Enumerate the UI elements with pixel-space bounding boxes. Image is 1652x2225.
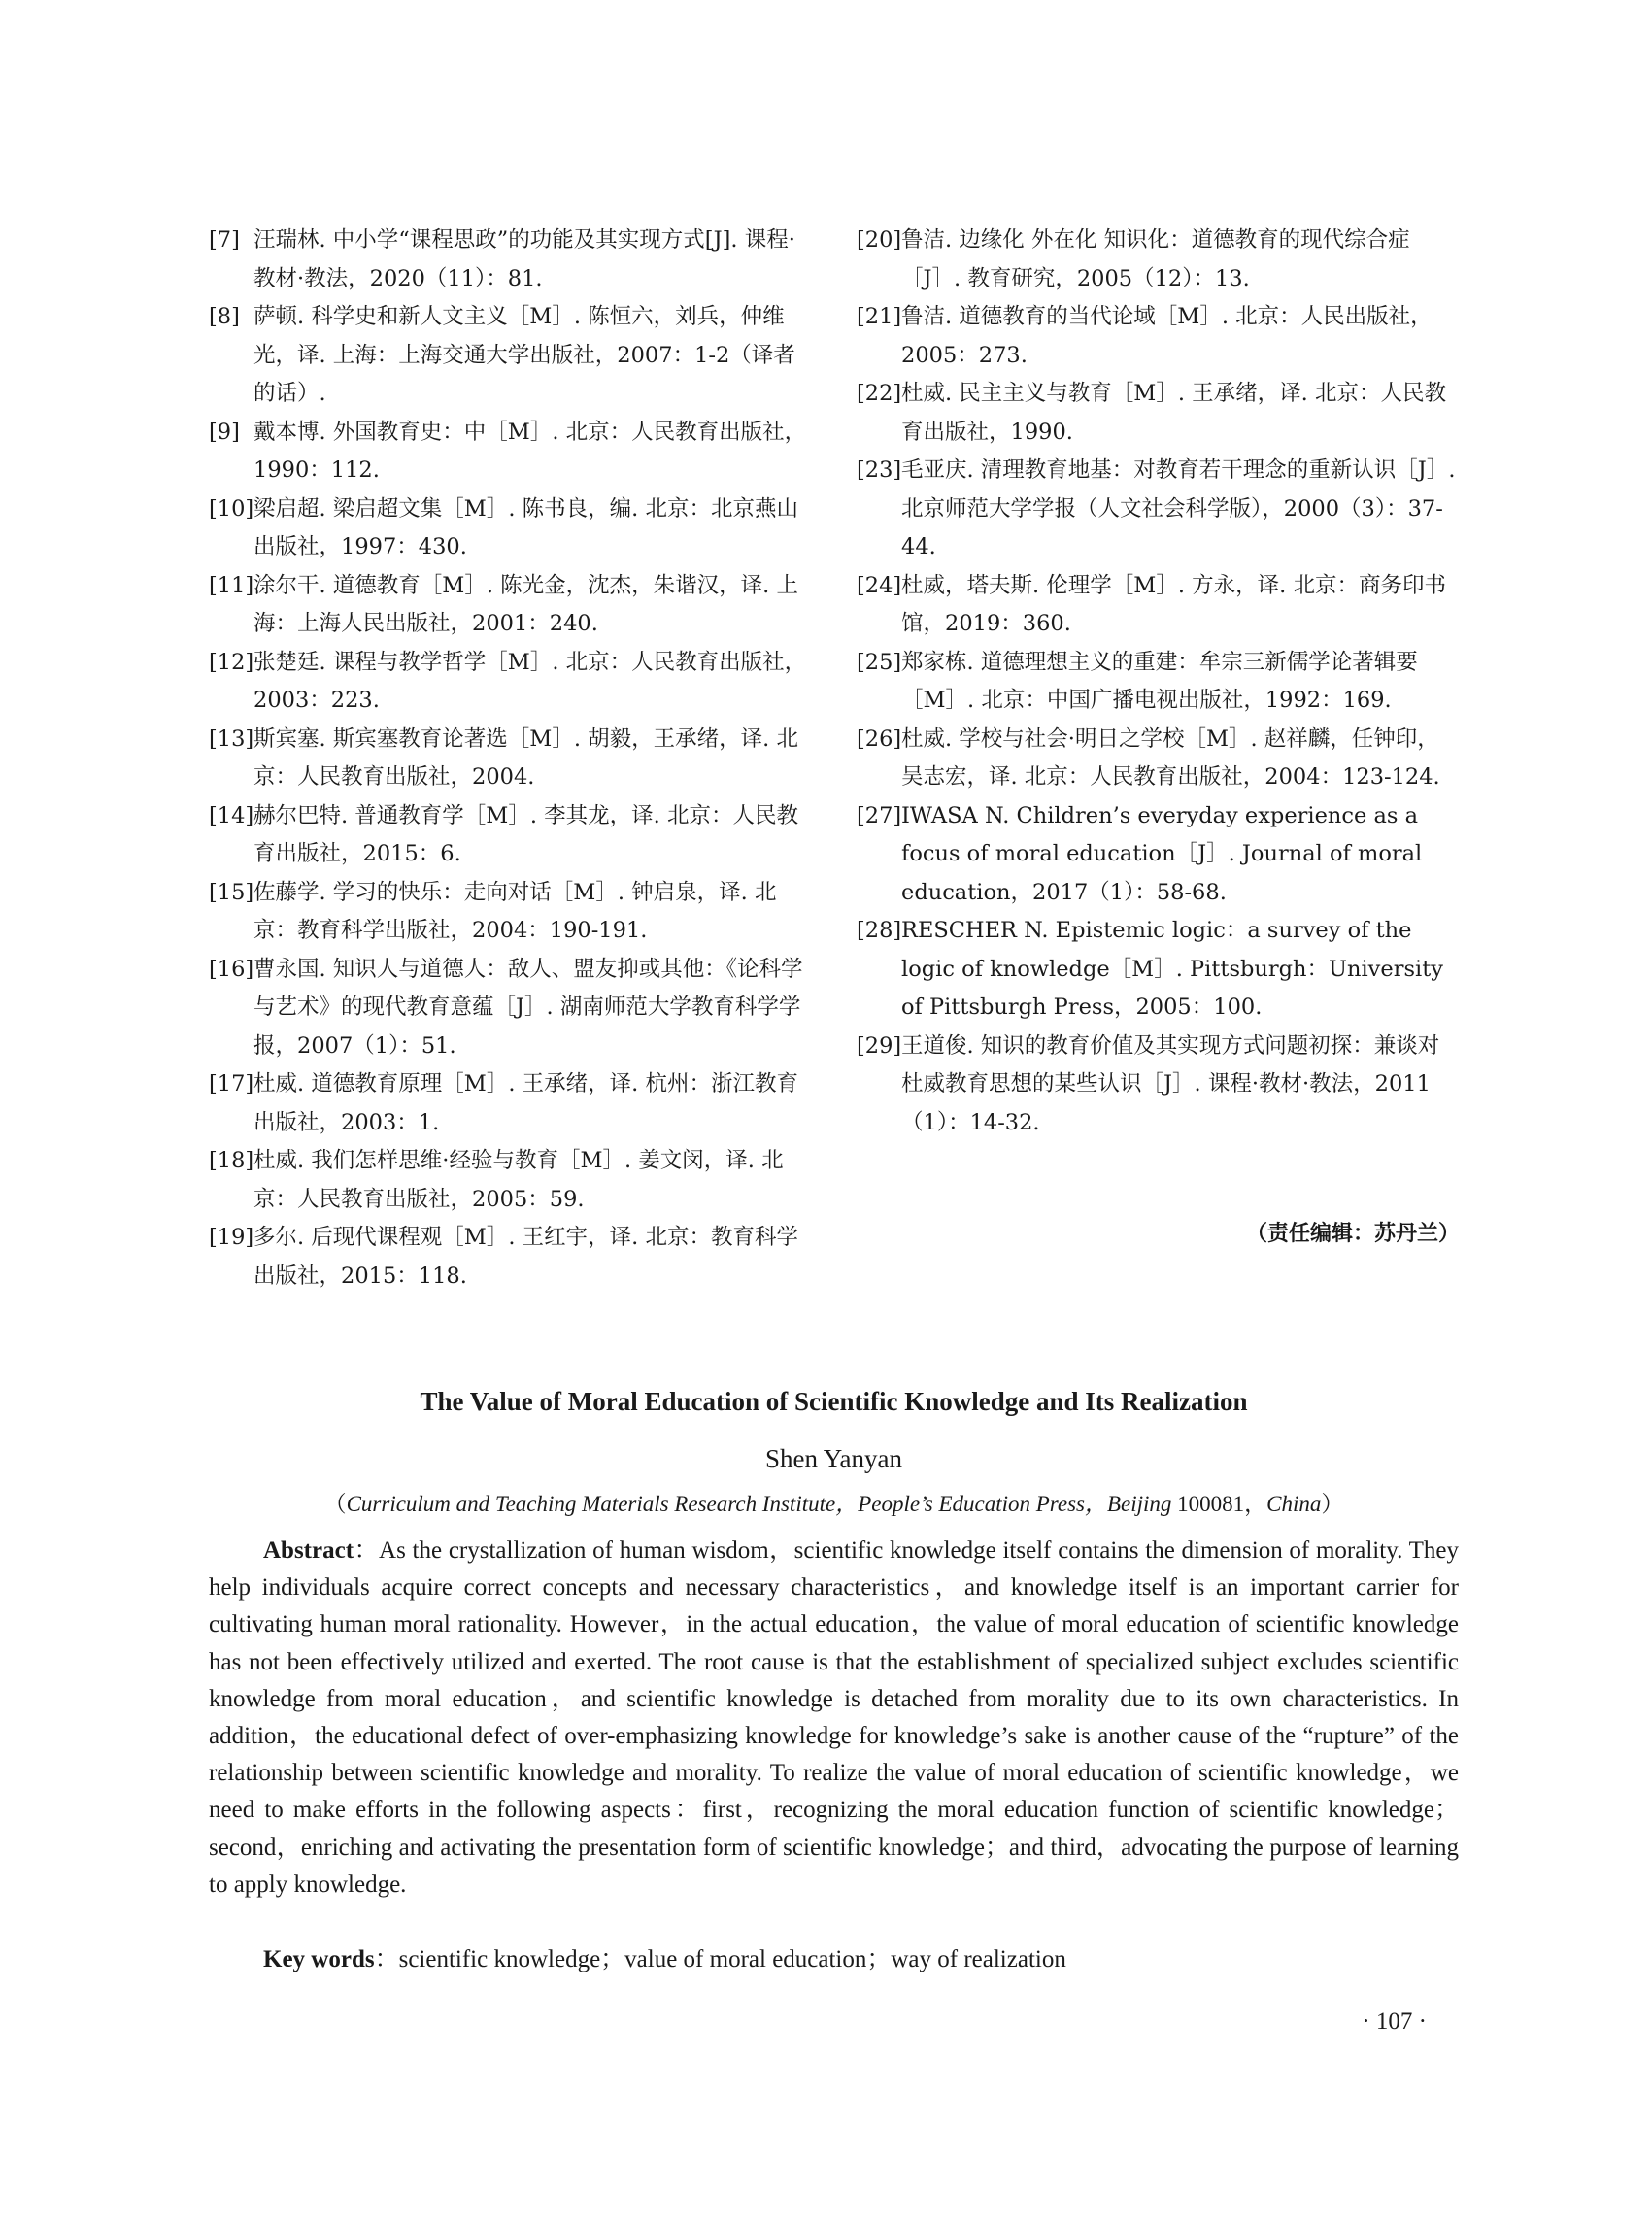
- reference-item: [857, 452, 1459, 567]
- reference-text: 曹永国. 知识人与道德人：敌人、盟友抑或其他：《论科学与艺术》的现代教育意蕴［J］. 湖南师范大学教育科学学报，2007（1）：51.: [253, 956, 803, 1059]
- reference-number: [20]: [857, 227, 902, 253]
- abstract-separator: ：: [354, 1537, 380, 1564]
- reference-number: [9]: [209, 419, 240, 445]
- affiliation-institution: Curriculum and Teaching Materials Research Institute，People’s Education Press，Beijing: [346, 1492, 1172, 1516]
- reference-number: [23]: [857, 457, 902, 483]
- reference-text: 王道俊. 知识的教育价值及其实现方式问题初探：兼谈对杜威教育思想的某些认识［J］. 课程·教材·教法，2011（1）：14-32.: [901, 1032, 1440, 1135]
- reference-item: [209, 721, 811, 797]
- reference-text: 毛亚庆. 清理教育地基：对教育若干理念的重新认识［J］. 北京师范大学学报（人文社会科学版），2000（3）：37-44.: [901, 457, 1456, 559]
- reference-text: 佐藤学. 学习的快乐：走向对话［M］. 钟启泉，译. 北京：教育科学出版社，2004：190-191.: [253, 879, 777, 943]
- reference-text: IWASA N. Children’s everyday experience as a focus of moral education［J］. Journal of moral education，2017（1）：58-68.: [901, 802, 1423, 905]
- reference-text: 涂尔干. 道德教育［M］. 陈光金，沈杰，朱谐汉，译. 上海：上海人民出版社，2001：240.: [253, 572, 798, 636]
- reference-number: [19]: [209, 1225, 254, 1250]
- english-affiliation: [209, 1486, 1459, 1518]
- keywords-separator: ：: [374, 1946, 399, 1972]
- abstract-text: As the crystallization of human wisdom，scientific knowledge itself contains the dimension of morality. They help individuals acquire correct concepts and necessary characteristics，and knowledge itself is an important carrier for cultivating human moral rationality. However，in the actual education，the value of moral education of scientific knowledge has not been effectively utilized and exerted. The root cause is that the establishment of specialized subject excludes scientific knowledge from moral education，and scientific knowledge is detached from morality due to its own characteristics. In addition，the educational defect of over-emphasizing knowledge for knowledge’s sake is another cause of the “rupture” of the relationship between scientific knowledge and morality. To realize the value of moral education of scientific knowledge，we need to make efforts in the following aspects：first，recognizing the moral education function of scientific knowledge；second，enriching and activating the presentation form of scientific knowledge；and third，advocating the purpose of learning to apply knowledge.: [209, 1537, 1459, 1898]
- abstract-label: Abstract: [263, 1537, 354, 1564]
- reference-number: [15]: [209, 879, 254, 905]
- reference-number: [29]: [857, 1032, 902, 1059]
- reference-text: 鲁洁. 边缘化 外在化 知识化：道德教育的现代综合症［J］. 教育研究，2005（12）：13.: [901, 227, 1410, 291]
- reference-item: [857, 797, 1459, 913]
- reference-number: [26]: [857, 725, 902, 752]
- reference-item: [209, 1065, 811, 1142]
- reference-item: [209, 298, 811, 414]
- reference-item: [209, 644, 811, 721]
- reference-text: 萨顿. 科学史和新人文主义［M］. 陈恒六，刘兵，仲维光，译. 上海：上海交通大学出版社，2007：1-2（译者的话）.: [253, 304, 795, 406]
- english-keywords: [263, 1939, 1459, 1974]
- reference-text: 杜威. 民主主义与教育［M］. 王承绪，译. 北京：人民教育出版社，1990.: [901, 381, 1446, 445]
- reference-number: [25]: [857, 649, 902, 675]
- keywords-text: scientific knowledge；value of moral education；way of realization: [398, 1946, 1066, 1972]
- reference-item: [209, 567, 811, 644]
- reference-number: [24]: [857, 572, 902, 598]
- reference-text: 张楚廷. 课程与教学哲学［M］. 北京：人民教育出版社，2003：223.: [253, 649, 807, 713]
- reference-number: [28]: [857, 918, 902, 943]
- affiliation-country: China: [1266, 1492, 1322, 1516]
- reference-item: [209, 490, 811, 567]
- reference-item: [209, 414, 811, 490]
- english-abstract: [209, 1533, 1459, 1904]
- reference-number: [11]: [209, 572, 254, 598]
- reference-text: 斯宾塞. 斯宾塞教育论著选［M］. 胡毅，王承绪，译. 北京：人民教育出版社，2004.: [253, 725, 798, 790]
- english-author: Shen Yanyan: [764, 1444, 902, 1473]
- reference-number: [16]: [209, 956, 254, 982]
- reference-item: [857, 375, 1459, 452]
- reference-number: [22]: [857, 381, 902, 406]
- reference-item: [209, 874, 811, 951]
- reference-number: [12]: [209, 649, 254, 675]
- reference-text: 杜威. 道德教育原理［M］. 王承绪，译. 杭州：浙江教育出版社，2003：1.: [253, 1071, 798, 1135]
- references-right-column: [857, 221, 1459, 1142]
- reference-item: [209, 951, 811, 1066]
- reference-text: 杜威，塔夫斯. 伦理学［M］. 方永，译. 北京：商务印书馆，2019：360.: [901, 572, 1446, 636]
- references-left-column: [209, 221, 811, 1296]
- reference-item: [209, 221, 811, 298]
- reference-item: [857, 1028, 1459, 1143]
- reference-item: [857, 298, 1459, 375]
- reference-number: [13]: [209, 725, 254, 752]
- reference-item: [857, 221, 1459, 298]
- reference-text: 戴本博. 外国教育史：中［M］. 北京：人民教育出版社，1990：112.: [253, 419, 807, 483]
- reference-item: [209, 1219, 811, 1296]
- reference-text: 汪瑞林. 中小学“课程思政”的功能及其实现方式[J]. 课程·教材·教法，2020（11）：81.: [253, 227, 795, 291]
- reference-item: [857, 644, 1459, 721]
- reference-text: RESCHER N. Epistemic logic：a survey of the logic of knowledge［M］. Pittsburgh：University of Pittsburgh Press，2005：100.: [901, 918, 1443, 1020]
- reference-item: [857, 567, 1459, 644]
- reference-number: [10]: [209, 495, 254, 522]
- affiliation-postcode: 100081，: [1171, 1492, 1267, 1516]
- reference-number: [14]: [209, 802, 254, 828]
- reference-text: 鲁洁. 道德教育的当代论域［M］. 北京：人民出版社，2005：273.: [901, 304, 1433, 368]
- reference-text: 赫尔巴特. 普通教育学［M］. 李其龙，译. 北京：人民教育出版社，2015：6.: [253, 802, 798, 866]
- page-number: · 107 ·: [1362, 2008, 1427, 2035]
- reference-text: 多尔. 后现代课程观［M］. 王红宇，译. 北京：教育科学出版社，2015：118.: [253, 1225, 798, 1289]
- reference-item: [209, 1142, 811, 1219]
- reference-number: [8]: [209, 304, 240, 329]
- reference-number: [21]: [857, 304, 902, 329]
- reference-text: 郑家栋. 道德理想主义的重建：牟宗三新儒学论著辑要［M］. 北京：中国广播电视出版社，1992：169.: [901, 649, 1418, 713]
- reference-text: 梁启超. 梁启超文集［M］. 陈书良，编. 北京：北京燕山出版社，1997：430.: [253, 495, 798, 559]
- reference-number: [18]: [209, 1148, 254, 1173]
- responsible-editor: （责任编辑：苏丹兰）: [1245, 1222, 1460, 1246]
- reference-item: [857, 912, 1459, 1028]
- english-title: The Value of Moral Education of Scientific Knowledge and Its Realization: [420, 1387, 1248, 1416]
- affiliation-close: ）: [1321, 1492, 1344, 1516]
- reference-number: [17]: [209, 1071, 254, 1096]
- affiliation-open: （: [323, 1492, 347, 1516]
- reference-item: [209, 797, 811, 874]
- reference-text: 杜威. 学校与社会·明日之学校［M］. 赵祥麟，任钟印，吴志宏，译. 北京：人民教育出版社，2004：123-124.: [901, 725, 1440, 790]
- reference-text: 杜威. 我们怎样思维·经验与教育［M］. 姜文闵，译. 北京：人民教育出版社，2005：59.: [253, 1148, 784, 1212]
- keywords-label: Key words: [263, 1946, 375, 1972]
- reference-item: [857, 721, 1459, 797]
- reference-number: [7]: [209, 227, 240, 253]
- reference-number: [27]: [857, 802, 902, 828]
